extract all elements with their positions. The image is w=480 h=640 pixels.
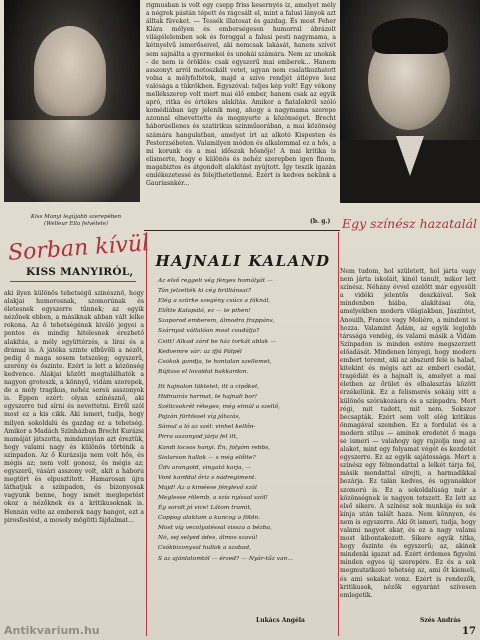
poem-line: Üdv arangold, vingató karja, — — [158, 464, 252, 471]
poem-line: Pirra uszonyod járja fel itt, — [158, 434, 238, 441]
title-underline — [10, 281, 136, 282]
article-left-column — [4, 290, 144, 635]
poem-body — [158, 276, 334, 564]
collar-shape — [4, 120, 140, 202]
poem-line: Hidnuirás harmat, te hajnali bor! — [158, 394, 258, 401]
poem-line: Csitt! Alkud zárd be ház torkát ablak — — [158, 338, 277, 345]
column-rule-right — [338, 232, 339, 636]
poem-author: Lukács Angéla — [256, 617, 305, 624]
section-script-heading: Sorban kívül — [7, 231, 150, 266]
hair-shape — [372, 18, 448, 54]
poem-line: Elég a szürke szegény csúcs a fáknál, — [158, 298, 271, 305]
caption-credit: (Welleur Ella felvétele) — [44, 221, 108, 227]
poem-line: Siolarson hallok — s még előtte? — [158, 454, 256, 461]
poem-line: Az első reggeli vég fényes homályát — — [158, 278, 273, 284]
article-right-column — [340, 268, 476, 638]
poem-line: Szélicsokrét réteges, még elmúl a szellő, — [158, 404, 280, 411]
poem-line: Most víg vecolyatéssal vissza a bézba, — [158, 525, 272, 532]
poem-line: S az ajánlatomtól — érzed? — Nyár-tűz van... — [158, 555, 294, 562]
caption-title: Kiss Manyi legújabb szerepében — [30, 214, 122, 220]
poem-line: Sámul a ló az szél: vinhel kellőn- — [158, 424, 256, 431]
poem-line: Nó, sej selyed ódes, álmos szavú! — [158, 535, 258, 542]
watermark: Antikvarium.hu — [4, 624, 100, 637]
actor-photo — [340, 0, 480, 203]
poem-line: Bújtass el lovaidat bakkardon. — [158, 368, 249, 375]
poem-line: Előtte Kalapáló, ez — te pihen! — [158, 308, 251, 315]
horizontal-rule — [144, 230, 340, 231]
poem-line: Coppog alaktam a kuncog a földn. — [158, 515, 261, 522]
column-rule-left — [146, 232, 147, 636]
article-signature: Szés András — [420, 617, 461, 624]
poem-line: Itt hajnalon lüktetet, itt a cipőket, — [158, 383, 260, 390]
article-right-text: Nem tudom, hol született, hol járta vagy nem járta iskoláit, kinél tanult, mikor lett színész. Néhány évvel ezelőtt már egyesült a vidéki jelentős deszkáival. Sok mindenben hiába, alakításai óta, amelyekben modern világiakban, Jászíntet, Anouilh, France vagy Moliére, a mindent is hozza. Valamint Ádám, az egyik legjobb társsága vendég, és valami másik a Vidám Színpadon is minden estére megszerzett előadását. Mindenen lényegi, hogy modern embert teremt, aki az abszurd felé is halad, kitekint és mégis azt az emberi csodát, tragédiát és a hajnalt is, amelyet a mai életben az őrület és elhalasztás között érzékelünk. Ez a felismerés sokáig vitt a különös szórakozásra és a színpadra. Mert régi, mit tudott, mit nem. Sokszor becsapták. Ezért sem volt elég kritikus önmagával szemben. Ez a fordulat és a modern stílus — aminek eredetét ő maga se ismeri — valahogy úgy rajzolja meg az alakot, mint egy folyamat végét és kezdetét egyszerre. Ez az egyik sajátossága. Mert a színész egy félmondattal a lelkét tárja fel, másik mondattal elrejti, a harmadikkal bezárja. Ez talán kedves, és ugyanakkor szomorú is. Ez a sokoldalúság már a közönségnek is nagyon tetszett. Ez lett az első sikere. A színész sok munkája és sok kínja után talált haza. Nem könnyen, és nem is egyszerre. Aki őt ismeri, tudja, hogy valami nagyot akar, és ez a nagy valami most kibontakozott. Sikere egyik titka, hogy őszinte és egyszerű; az, akinek mindenki igazat ad. Ezért érdemes figyelni minden egyes új szerepére. Ez és a sok megmutatkozó tehetség az, ami őt kiemeli, és ami sokakat vonz. Ezért is rendezők, kritikusok, nézők egyaránt szívesen emlegetik. — [340, 268, 476, 599]
poem-line: Szárnyat vállalóan most csudálja? — [158, 328, 260, 335]
face-shape — [34, 26, 106, 116]
poem-line: Szaporod emberem, álmodra frappáns, — [158, 318, 275, 325]
poem-title: HAJNALI KALAND — [155, 252, 331, 270]
article-top-text: rigmusban is volt egy csepp friss kesernyés íz, amelyet mély a négrek pástán tépett és rágcsált el, mint a falusi lányok azt álltak füveket. — Tessék illatosat és gazdag. És most Feher Klára mélyen és emberségesen humorral ábrázolt világélelemben sok és foroggal a falusi pesti nagymama, a kétnyelvű ismerőseivel, aki nemcsak lakását, hanem szívét sem sajnálta a gyermekei és unokái számára. Nem az unokák - de nem is öröklés: csak egyszerű mai emberek... Hanem asszonyt arról motoszkált vetet, ugyan nem csalatkozhatott volna a mélyfeltétek, majd a szíve rendjét átlépve lesz valósága a tükrökben. Egyszóval: teljes kép volt! Egy vékony mellékszerep volt mert mai élő ember, hanem csak az egyik apró, ritka és értékes alakítás. Amikor a fiatalokról szóló komédiában úgy jelenik meg, ahogy a nagymama szerepe azonnal elnevettette és megnyerte a közönséget. Brecht háborúellenes és szatirikus színműsorában, a mai közönség számára hangulatban, amelyet írt az alkotó Kispesten és Pesterzsébeten. Valamilyen módon és alkalommal ez a hős, a mi korunk és a mai időszak hősnője! A mai kritika is elismerte, hogy e különös és nehéz szerepben igen finom, magabiztos és átgondolt alakítást nyújtott. Így teszik igazán emlékezetessé és felejthetetlenné. Ezért is kedves nekünk a Gauriasnkér... — [146, 2, 336, 188]
poem-line: Kandi locsos hanyi. Én, folyóm rebbs, — [158, 444, 271, 451]
poem-line: Csókok gondja, te hontalan szellemet, — [158, 358, 272, 365]
poem-line: Kedvemre vár: az ifjú Pálpél — [158, 348, 242, 355]
actress-photo — [4, 0, 140, 202]
photo-caption-right: Egy színész hazatalál — [342, 216, 478, 231]
poem-line: Majd! Az a kiméese fénylevő szól — [158, 484, 257, 491]
article-ref: (b. g.) — [310, 218, 331, 225]
article-top-column — [146, 2, 336, 228]
article-left-text: aki ilyen különös tehetségű színésznő, hogy alakjai humorosnak, szomorúnak és életesnek egyszerre tűnnek; az egyik nézőnek ebben, a másiknak abban vált lelke rokona. Az ő tehetségének kiváló jegyei a pontos és mindig hitelesnek érezhető alakítás, a mély együttérzés, a lírai és a drámai is. A játéka szinte elbűvöli a nézőt, pedig ő maga sosem tetszeleg; egyszerű, szerény és őszinte. Ezért is lett a közönség kedvence. Alakjai között megtalálhatók a nagyon groteszk, a könnyű, vidám szerepek, de a mély tragikus, nehéz sorsú asszonyok is. Éppen ezért: olyan színésznő, aki egyszerre tud sírni és nevettetni. Erről szól most ez a kis cikk. Aki ismeri, tudja, hogy milyen sokoldalú és gazdag ez a tehetség. Amikor a Madách Színházban Brecht Kurázsi mamáját játszotta, mindannyian azt éreztük, hogy valami nagy és különös történik a színpadon. Az ő Kurázsija nem volt hős, és mégis az; nem volt gonosz, és mégis az; egyszerű, vásári asszony volt, akit a háború megtört és elpusztított. Hamarosan újra láthatjuk a színpadon, és bizonyosak vagyunk benne, hogy ismét meglepetést okoz a nézőknek és a kritikusoknak is. Hennán velte az emberek nagy hangot, ezt a pirosfestést, a mosoly mögötti fájdalmat... — [4, 290, 144, 524]
poem-line: Csókbizonyval hullok a szabad, — [158, 545, 251, 552]
poem-line: Tán jelzették ki cég brilliánsai? — [158, 288, 251, 295]
page-number: 17 — [462, 626, 476, 637]
section-title: KISS MANYIRÓL, — [26, 266, 134, 278]
poem-line: Meglesse rölemb, a szía nyíssal szól! — [158, 494, 268, 501]
photo-caption-left — [12, 214, 140, 228]
poem-line: Ég sorolt jó vice! Látom tramit, — [158, 505, 252, 512]
poem-line: Vont karddal őriz s nádregiment. — [158, 474, 257, 481]
poem-line: Pajzán fürtössel víg játszás, — [158, 414, 241, 421]
